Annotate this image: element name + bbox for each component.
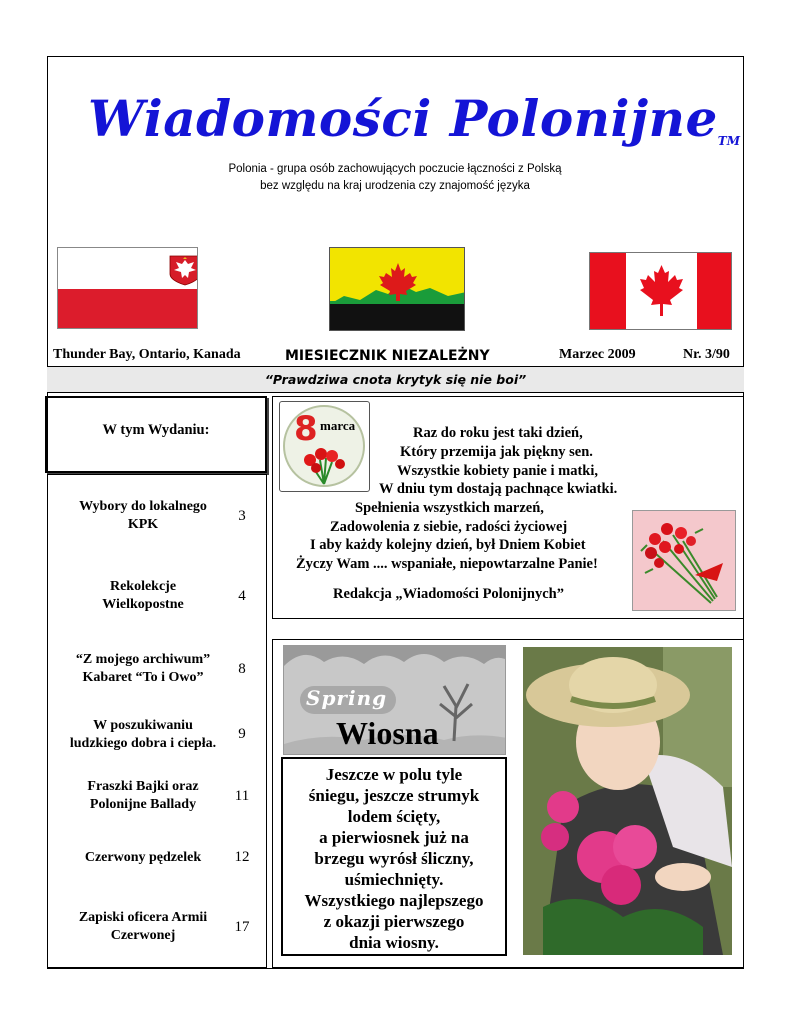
toc-page-2: 4 (238, 588, 246, 604)
location-text: Thunder Bay, Ontario, Kanada (53, 347, 241, 362)
subtitle-line-1: Polonia - grupa osób zachowujących poczucie łączności z Polską (228, 163, 562, 175)
toc-item-7[interactable]: Zapiski oficera Armii Czerwonej (78, 910, 208, 943)
womens-day-poem-line-3: Wszystkie kobiety panie i matki, (397, 463, 598, 479)
svg-text:marca: marca (320, 418, 356, 433)
svg-text:8: 8 (294, 409, 318, 449)
spring-poem-line-6: uśmiechnięty. (344, 870, 444, 889)
toc-item-3[interactable]: “Z mojego archiwum” Kabaret “To i Owo” (75, 652, 211, 685)
toc-page-7: 17 (234, 919, 250, 935)
spring-poem-line-3: lodem ścięty, (347, 807, 441, 826)
womens-day-poem-line-8: Życzy Wam .... wspaniałe, niepowtarzalne Panie! (296, 556, 598, 572)
toc-page-4: 9 (238, 726, 246, 742)
toc-page-1: 3 (238, 508, 246, 524)
spring-banner (283, 645, 506, 755)
spring-poem-line-8: z okazji pierwszego (323, 912, 465, 931)
womens-day-badge (279, 401, 370, 492)
canada-flag (589, 252, 732, 330)
spring-poem-line-5: brzegu wyrósł śliczny, (314, 849, 474, 868)
spring-poem-line-9: dnia wiosny. (349, 933, 439, 952)
rose-bouquet-image (632, 510, 736, 611)
spring-poem-line-4: a pierwiosnek już na (319, 828, 469, 847)
toc-item-1[interactable]: Wybory do lokalnego KPK (79, 499, 207, 532)
toc-item-6[interactable]: Czerwony pędzelek (84, 850, 202, 865)
newspaper-title: Wiadomości Polonijne™ (88, 89, 740, 148)
womens-day-poem-line-7: I aby każdy kolejny dzień, był Dniem Kobiet (310, 537, 586, 553)
womens-day-poem-line-1: Raz do roku jest taki dzień, (413, 425, 583, 441)
toc-heading-box (45, 396, 267, 473)
toc-item-5[interactable]: Fraszki Bajki oraz Polonijne Ballady (87, 779, 199, 812)
spring-poem-line-1: Jeszcze w polu tyle (325, 765, 463, 784)
trademark-mark: TM (717, 134, 740, 148)
spring-banner-en: Spring (306, 686, 388, 710)
toc-item-2[interactable]: Rekolekcje Wielkopostne (102, 579, 184, 612)
issue-date: Marzec 2009 (559, 347, 636, 362)
issue-info-bar (47, 345, 744, 367)
polish-eagle-emblem (167, 254, 198, 286)
womens-day-poem-line-4: W dniu tym dostają pachnące kwiatki. (379, 481, 618, 497)
gardening-woman-photo (523, 647, 732, 955)
womens-day-signature: Redakcja „Wiadomości Polonijnych” (333, 586, 564, 602)
toc-page-6: 12 (234, 849, 250, 865)
table-of-contents (47, 474, 267, 968)
toc-page-3: 8 (238, 661, 246, 677)
spring-poem-line-7: Wszystkiego najlepszego (304, 891, 484, 910)
spring-banner-pl: Wiosna (336, 715, 439, 751)
subtitle-line-2: bez względu na kraj urodzenia czy znajomość języka (260, 180, 530, 192)
poland-flag (57, 247, 198, 329)
thunder-bay-flag (329, 247, 465, 331)
newspaper-subtitle (120, 161, 670, 195)
toc-item-4[interactable]: W poszukiwaniu ludzkiego dobra i ciepła. (69, 718, 217, 751)
toc-page-5: 11 (234, 788, 250, 804)
issue-number: Nr. 3/90 (683, 347, 730, 362)
publication-type: MIESIECZNIK NIEZALEŻNY (285, 348, 490, 364)
toc-heading: W tym Wydaniu: (102, 422, 210, 438)
spring-poem-box (281, 757, 507, 956)
womens-day-poem-line-2: Który przemija jak piękny sen. (400, 444, 593, 460)
spring-poem-line-2: śniegu, jeszcze strumyk (308, 786, 480, 805)
motto-banner: “Prawdziwa cnota krytyk się nie boi” (47, 366, 744, 393)
womens-day-poem-line-5: Spełnienia wszystkich marzeń, (355, 500, 544, 516)
womens-day-poem-line-6: Zadowolenia z siebie, radości życiowej (330, 519, 568, 535)
